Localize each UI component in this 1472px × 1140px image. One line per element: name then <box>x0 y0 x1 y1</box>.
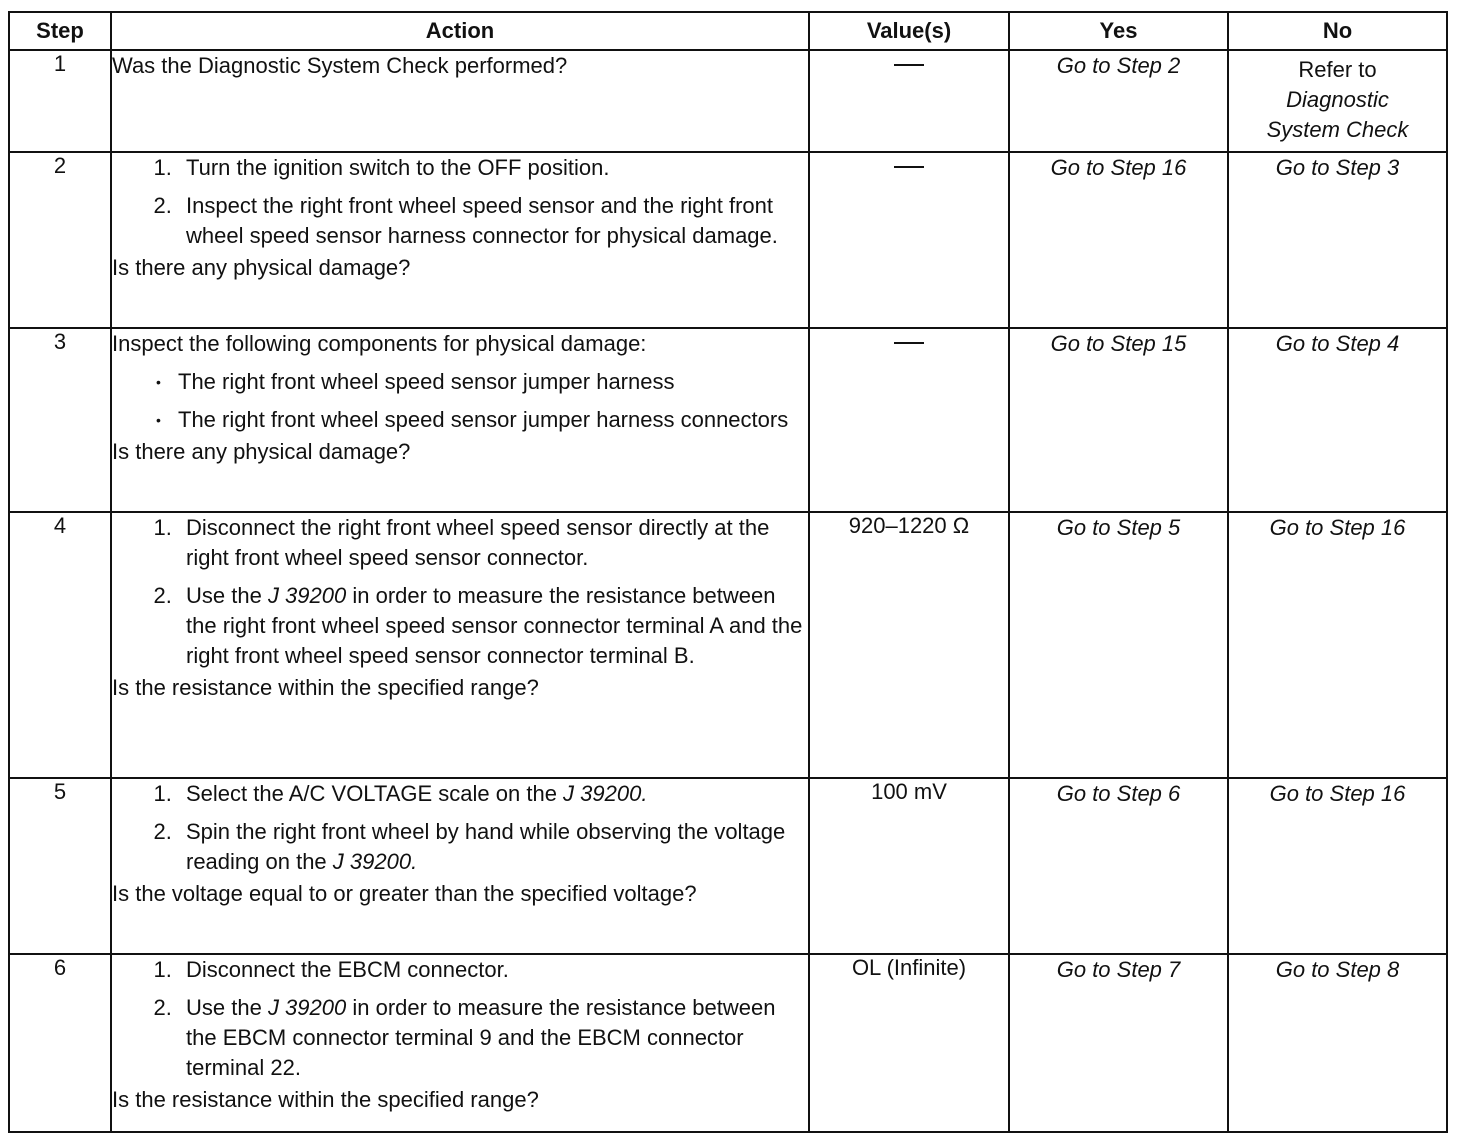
table-row <box>9 50 1447 152</box>
table-row <box>9 152 1447 328</box>
action-item: 1. Disconnect the right front wheel speed sensor directly at the right front wheel speed sensor connector. <box>178 513 808 573</box>
question-text: Is there any physical damage? <box>112 255 411 280</box>
yes-cell: Go to Step 6 <box>1009 778 1228 954</box>
question-text: Is there any physical damage? <box>112 439 411 464</box>
tool-name: J 39200. <box>332 849 418 874</box>
value-cell <box>809 328 1009 512</box>
diagnostic-table <box>8 11 1448 1133</box>
header-no: No <box>1228 12 1447 50</box>
dash-mark <box>894 166 924 168</box>
component-list <box>112 367 808 435</box>
action-item <box>178 817 808 877</box>
action-cell <box>111 954 809 1132</box>
action-list <box>112 779 808 877</box>
table-row <box>9 512 1447 778</box>
action-cell <box>111 50 809 152</box>
action-cell <box>111 778 809 954</box>
value-cell: 920–1220 Ω <box>809 512 1009 778</box>
no-cell: Go to Step 8 <box>1228 954 1447 1132</box>
no-line-system-check: System Check <box>1266 117 1409 142</box>
action-text: Select the A/C VOLTAGE scale on the <box>186 781 564 806</box>
dash-mark <box>894 342 924 344</box>
table-row <box>9 328 1447 512</box>
value-cell <box>809 152 1009 328</box>
question-text: Is the voltage equal to or greater than the specified voltage? <box>112 881 697 906</box>
intro-text: Inspect the following components for physical damage: <box>112 331 647 356</box>
no-cell: Go to Step 4 <box>1228 328 1447 512</box>
header-yes: Yes <box>1009 12 1228 50</box>
question-text: Is the resistance within the specified range? <box>112 675 539 700</box>
action-item: 1. Turn the ignition switch to the OFF position. <box>178 153 808 183</box>
yes-cell: Go to Step 15 <box>1009 328 1228 512</box>
action-cell <box>111 512 809 778</box>
action-item <box>178 581 808 671</box>
action-list <box>112 153 808 251</box>
action-item <box>178 993 808 1083</box>
yes-cell: Go to Step 7 <box>1009 954 1228 1132</box>
action-item: 2. Inspect the right front wheel speed sensor and the right front wheel speed sensor harness connector for physical damage. <box>178 191 808 251</box>
step-number: 6 <box>9 954 111 1132</box>
action-list <box>112 513 808 671</box>
table-row <box>9 954 1447 1132</box>
action-text: Use the <box>186 583 268 608</box>
yes-cell: Go to Step 2 <box>1009 50 1228 152</box>
action-cell <box>111 152 809 328</box>
step-number: 3 <box>9 328 111 512</box>
action-text: in order to measure the resistance between the right front wheel speed sensor connector terminal A and the right front wheel speed sensor connector terminal B. <box>186 583 803 668</box>
action-item <box>178 779 808 809</box>
step-number: 2 <box>9 152 111 328</box>
yes-cell: Go to Step 5 <box>1009 512 1228 778</box>
tool-name: J 39200. <box>563 781 648 806</box>
no-cell: Go to Step 16 <box>1228 778 1447 954</box>
no-cell <box>1228 50 1447 152</box>
header-values: Value(s) <box>809 12 1009 50</box>
no-line-diagnostic: Diagnostic <box>1286 87 1389 112</box>
action-item: 1. Disconnect the EBCM connector. <box>178 955 808 985</box>
step-number: 5 <box>9 778 111 954</box>
value-cell <box>809 50 1009 152</box>
action-list <box>112 955 808 1083</box>
dash-mark <box>894 64 924 66</box>
step-number: 4 <box>9 512 111 778</box>
step-number: 1 <box>9 50 111 152</box>
no-line-refer: Refer to <box>1298 57 1377 82</box>
table-row <box>9 778 1447 954</box>
action-text: Use the <box>186 995 268 1020</box>
component-item: • The right front wheel speed sensor jumper harness connectors <box>178 405 808 435</box>
header-row <box>9 12 1447 50</box>
tool-name: J 39200 <box>267 995 347 1020</box>
tool-name: J 39200 <box>267 583 347 608</box>
value-cell: OL (Infinite) <box>809 954 1009 1132</box>
action-text: in order to measure the resistance between the EBCM connector terminal 9 and the EBCM connector terminal 22. <box>186 995 776 1080</box>
value-cell: 100 mV <box>809 778 1009 954</box>
header-action: Action <box>111 12 809 50</box>
action-text: Spin the right front wheel by hand while observing the voltage reading on the <box>186 819 786 874</box>
action-cell <box>111 328 809 512</box>
component-item: • The right front wheel speed sensor jumper harness <box>178 367 808 397</box>
yes-cell: Go to Step 16 <box>1009 152 1228 328</box>
no-cell: Go to Step 16 <box>1228 512 1447 778</box>
question-text: Is the resistance within the specified range? <box>112 1087 539 1112</box>
header-step: Step <box>9 12 111 50</box>
no-cell: Go to Step 3 <box>1228 152 1447 328</box>
question-text: Was the Diagnostic System Check performed? <box>112 53 568 78</box>
